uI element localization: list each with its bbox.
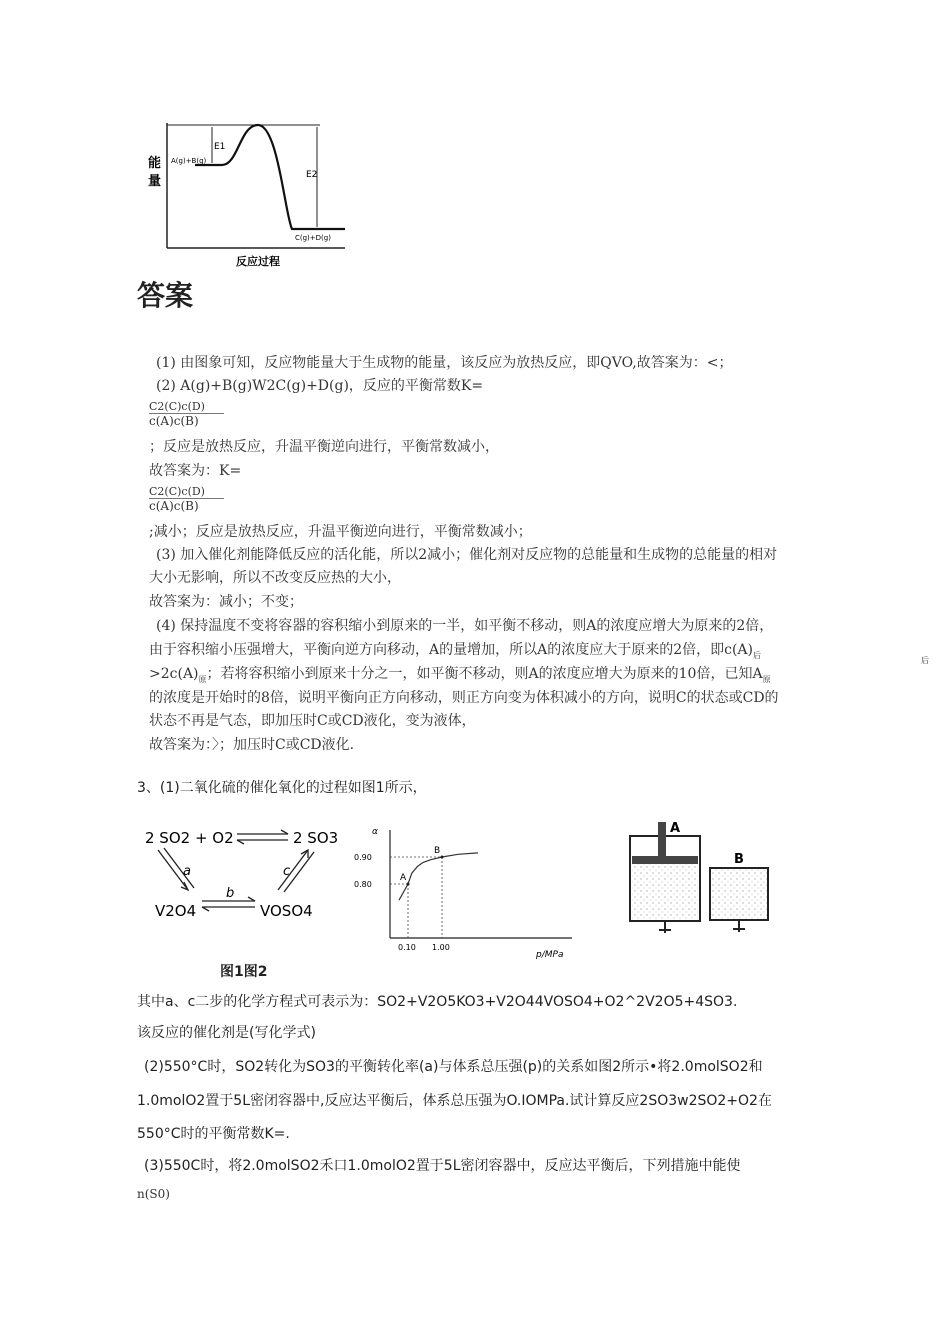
cycle-label-a: a	[183, 864, 191, 879]
answer-p3a: (3) 加入催化剂能降低反应的活化能，所以2减小；催化剂对反应物的总能量和生成物的总能量的相对	[156, 547, 778, 563]
cycle-top-left: 2 SO2 + O2	[145, 829, 234, 847]
chart-x-tick-0: 0.10	[398, 943, 416, 952]
answer-p4c-rest: ；若将容积缩小到原来十分之一，如平衡不移动，则A的浓度应增大为原来的10倍，已知A	[206, 666, 763, 682]
answer-p4b	[149, 640, 761, 666]
answer-p4e: 状态不再是气态，即加压时C或CD液化，变为液体，	[149, 713, 476, 729]
chart-point-B	[441, 856, 444, 859]
chart-point-label-A: A	[400, 873, 407, 883]
chart-y-tick-1: 0.90	[354, 853, 372, 862]
e2-label: E2	[306, 170, 318, 180]
answer-p1: (1) 由图象可知，反应物能量大于生成物的能量，该反应为放热反应，即QVO,故答案为：<；	[156, 355, 733, 371]
question3-line5: 550°C时的平衡常数K=.	[137, 1126, 290, 1142]
energy-diagram	[140, 105, 350, 275]
question3-line2: 该反应的催化剂是(写化学式)	[137, 1025, 316, 1041]
container-b-body	[710, 868, 768, 920]
fraction-2-denominator: c(A)c(B)	[149, 498, 224, 513]
chart-x-label: p/MPa	[536, 950, 564, 960]
cycle-label-b: b	[226, 886, 235, 901]
product-label: C(g)+D(g)	[295, 234, 331, 242]
fraction-k-2	[149, 485, 224, 513]
answer-p4c-pre: >2c(A)	[149, 666, 199, 682]
question3-line4: 1.0molO2置于5L密闭容器中,反应达平衡后，体系总压强为O.IOMPa.试计算反应2SO3w2SO2+O2在	[137, 1093, 772, 1109]
answer-p4c-sub2: 原	[762, 674, 771, 684]
x-label-reaction-process: 反应过程	[236, 255, 280, 268]
fraction-2-numerator: C2(C)c(D)	[149, 485, 205, 498]
answer-heading: 答案	[137, 279, 194, 312]
answer-p4d: 的浓度是开始时的8倍，说明平衡向正方向移动，则正方向变为体积减小的方向，说明C的状态或CD的	[149, 690, 779, 706]
cycle-bottom-left: V2O4	[155, 902, 197, 920]
y-label-energy-1: 能	[148, 156, 162, 171]
cycle-bottom-right: VOSO4	[260, 902, 313, 920]
container-b-label: B	[734, 852, 744, 867]
answer-p2: (2) A(g)+B(g)W2C(g)+D(g)，反应的平衡常数K=	[156, 378, 484, 394]
answer-p4c-sub: 原	[198, 674, 207, 684]
energy-curve	[195, 125, 345, 229]
container-diagram	[622, 818, 782, 943]
answer-p4c	[149, 664, 771, 690]
question3-line1: 其中a、c二步的化学方程式可表示为：SO2+V2O5KO3+V2O44VOSO4+O2^2V2O5+4SO3.	[137, 994, 738, 1010]
answer-p4b-sub: 后	[753, 650, 762, 660]
fraction-1-denominator: c(A)c(B)	[149, 413, 224, 428]
answer-p4f: 故答案为：〉；加压时C或CD液化.	[149, 737, 355, 753]
container-a-label: A	[670, 821, 681, 836]
reactant-label: A(g)+B(g)	[171, 157, 207, 165]
chart-point-A	[407, 883, 410, 886]
cycle-label-c: c	[283, 864, 291, 879]
question3-line7: n(S0)	[137, 1187, 170, 1201]
answer-p3c: 故答案为：减小；不变；	[149, 594, 303, 610]
answer-p4b-text: 由于容积缩小压强增大，平衡向逆方向移动，A的量增加，所以A的浓度应大于原来的2倍，即c(A)	[149, 642, 754, 658]
answer-p2c: 故答案为：K=	[149, 463, 242, 479]
chart-y-label: α	[372, 827, 378, 837]
chart-series-line	[399, 853, 478, 900]
chart-point-label-B: B	[434, 846, 441, 856]
answer-p3b: 大小无影响，所以不改变反应热的大小，	[149, 570, 401, 586]
question3-intro: 3、(1)二氧化硫的催化氧化的过程如图1所示，	[137, 780, 427, 796]
margin-note: 后	[921, 656, 929, 665]
e1-label: E1	[214, 142, 226, 152]
question3-line3: (2)550°C时，SO2转化为SO3的平衡转化率(a)与体系总压强(p)的关系如图2所示•将2.0molSO2和	[144, 1059, 763, 1075]
fraction-k-1	[149, 400, 224, 428]
catalytic-cycle-diagram	[140, 818, 365, 923]
answer-p2d: ;减小；反应是放热反应，升温平衡逆向进行，平衡常数减小；	[149, 524, 532, 540]
fraction-1-numerator: C2(C)c(D)	[149, 400, 205, 413]
answer-p2b: ；反应是放热反应，升温平衡逆向进行，平衡常数减小，	[149, 439, 499, 455]
conversion-pressure-chart	[350, 820, 580, 965]
answer-p4a: (4) 保持温度不变将容器的容积缩小到原来的一半，如平衡不移动，则A的浓度应增大为原来的2倍，	[156, 618, 774, 634]
cycle-top-right: 2 SO3	[293, 829, 339, 847]
figure-caption: 图1图2	[220, 964, 268, 980]
container-a-rod	[658, 822, 666, 858]
chart-x-tick-1: 1.00	[432, 943, 450, 952]
question3-line6: (3)550C时，将2.0molSO2禾口1.0molO2置于5L密闭容器中，反应达平衡后，下列措施中能使	[144, 1158, 741, 1174]
container-a-gas	[632, 863, 698, 919]
y-label-energy-2: 量	[148, 174, 162, 189]
chart-y-tick-0: 0.80	[354, 880, 372, 889]
